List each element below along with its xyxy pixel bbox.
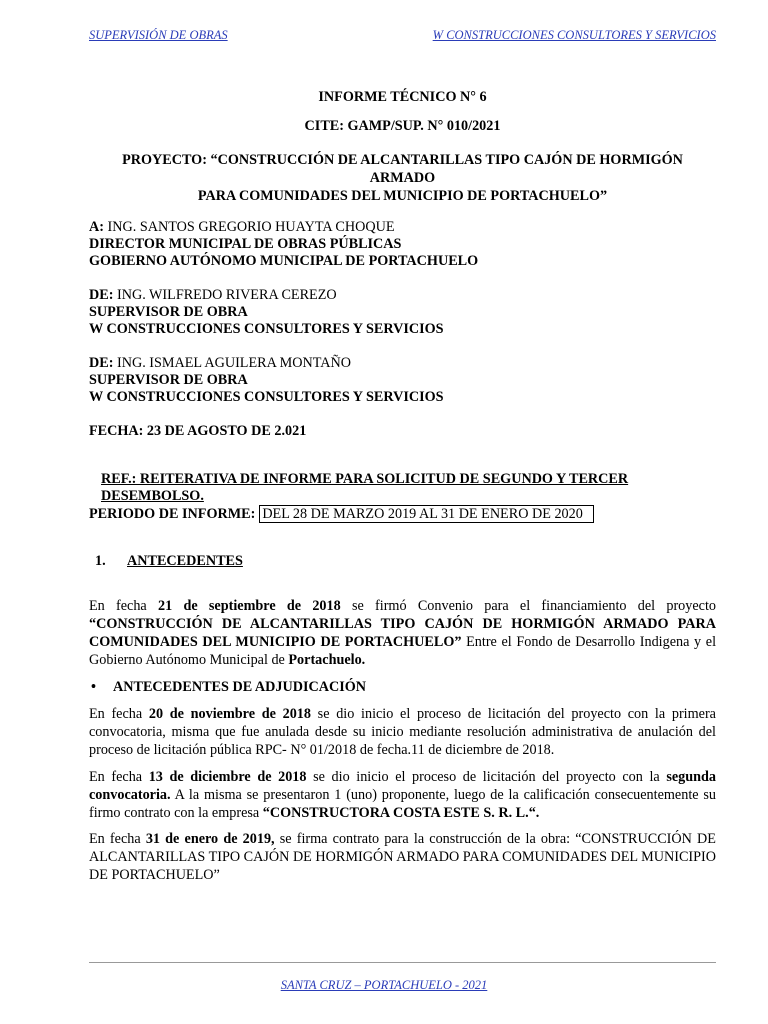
section-number: 1. bbox=[95, 553, 106, 569]
de2-label: DE: bbox=[89, 355, 114, 371]
a-line-2: DIRECTOR MUNICIPAL DE OBRAS PÚBLICAS bbox=[89, 236, 402, 252]
para2-text-2: se dio inicio el proceso de licitación del proyecto con la primera convocatoria, misma que fue anulada desde su inicio mediante resolución administrativa de anulación del proceso de licitación pública RPC- N° 01/2018 de fecha.11 de diciembre de 2018. bbox=[89, 706, 716, 758]
reference-line: REF.: REITERATIVA DE INFORME PARA SOLICITUD DE SEGUNDO Y TERCER DESEMBOLSO. bbox=[101, 471, 629, 504]
de1-label: DE: bbox=[89, 287, 114, 303]
period-line bbox=[89, 505, 716, 523]
report-title: INFORME TÉCNICO N° 6 bbox=[318, 89, 487, 105]
date-line: FECHA: 23 DE AGOSTO DE 2.021 bbox=[89, 423, 307, 439]
a-label: A: bbox=[89, 219, 104, 235]
addressee-block bbox=[89, 219, 716, 270]
para1-text-2: se firmó Convenio para el financiamiento del proyecto bbox=[340, 598, 717, 614]
para3-text-3: A la misma se presentaron 1 (uno) proponente, luego de la calificación consecuentemente su firmo contrato con la empresa bbox=[89, 787, 716, 821]
period-label: PERIODO DE INFORME: bbox=[89, 506, 256, 522]
project-title bbox=[89, 151, 716, 205]
para4-bold-date: 31 de enero de 2019, bbox=[145, 831, 275, 847]
period-value: DEL 28 DE MARZO 2019 AL 31 DE ENERO DE 2020 bbox=[259, 505, 594, 523]
header-right: W CONSTRUCCIONES CONSULTORES Y SERVICIOS bbox=[432, 28, 716, 42]
para3-text-2: se dio inicio el proceso de licitación del proyecto con la bbox=[306, 769, 667, 785]
para3-text-1: En fecha bbox=[89, 769, 149, 785]
section-heading bbox=[95, 553, 716, 570]
a-name: ING. SANTOS GREGORIO HUAYTA CHOQUE bbox=[103, 219, 395, 235]
footer-divider bbox=[89, 962, 716, 963]
header-left: SUPERVISIÓN DE OBRAS bbox=[89, 28, 228, 42]
paragraph-4 bbox=[89, 830, 716, 884]
project-line-1: PROYECTO: “CONSTRUCCIÓN DE ALCANTARILLAS TIPO CAJÓN DE HORMIGÓN ARMADO bbox=[122, 152, 683, 186]
project-line-2: PARA COMUNIDADES DEL MUNICIPIO DE PORTACHUELO” bbox=[197, 188, 608, 204]
para1-bold-project: “CONSTRUCCIÓN DE ALCANTARILLAS TIPO CAJÓN DE HORMIGÓN ARMADO PARA COMUNIDADES DEL MUNICIPIO DE PORTACHUELO” bbox=[89, 616, 716, 650]
page-footer: SANTA CRUZ – PORTACHUELO - 2021 bbox=[280, 978, 488, 992]
para1-text-1: En fecha bbox=[89, 598, 158, 614]
para4-text-1: En fecha bbox=[89, 831, 146, 847]
de2-name: ING. ISMAEL AGUILERA MONTAÑO bbox=[113, 355, 351, 371]
cite-line: CITE: GAMP/SUP. N° 010/2021 bbox=[304, 118, 501, 134]
para4-text-2: se firma contrato para la construcción de la obra: “CONSTRUCCIÓN DE ALCANTARILLAS TIPO CAJÓN DE HORMIGÓN ARMADO PARA COMUNIDADES DEL MUNICIPIO DE PORTACHUELO” bbox=[89, 831, 716, 883]
para2-bold-date: 20 de noviembre de 2018 bbox=[148, 706, 311, 722]
bullet-item bbox=[91, 679, 716, 696]
de1-name: ING. WILFREDO RIVERA CEREZO bbox=[113, 287, 337, 303]
para3-bold-convocatoria: segunda convocatoria. bbox=[89, 769, 716, 803]
de2-line-2: SUPERVISOR DE OBRA bbox=[89, 372, 248, 388]
bullet-text: ANTECEDENTES DE ADJUDICACIÓN bbox=[113, 679, 367, 695]
section-title: ANTECEDENTES bbox=[127, 553, 243, 569]
de1-line-2: SUPERVISOR DE OBRA bbox=[89, 304, 248, 320]
paragraph-2 bbox=[89, 705, 716, 759]
para2-text-1: En fecha bbox=[89, 706, 149, 722]
para1-bold-place: Portachuelo. bbox=[288, 652, 366, 668]
de2-line-3: W CONSTRUCCIONES CONSULTORES Y SERVICIOS bbox=[89, 389, 444, 405]
para1-text-3: Entre el Fondo de Desarrollo Indigena y el Gobierno Autónomo Municipal de bbox=[89, 634, 717, 668]
a-line-3: GOBIERNO AUTÓNOMO MUNICIPAL DE PORTACHUELO bbox=[89, 253, 479, 269]
page-header bbox=[89, 28, 716, 43]
sender-block-1 bbox=[89, 287, 716, 338]
para3-bold-company: “CONSTRUCTORA COSTA ESTE S. R. L.“. bbox=[262, 805, 540, 821]
paragraph-1 bbox=[89, 597, 716, 669]
para1-bold-date: 21 de septiembre de 2018 bbox=[158, 598, 341, 614]
paragraph-3 bbox=[89, 768, 716, 822]
de1-line-3: W CONSTRUCCIONES CONSULTORES Y SERVICIOS bbox=[89, 321, 444, 337]
sender-block-2 bbox=[89, 355, 716, 406]
bullet-symbol: • bbox=[91, 679, 96, 695]
para3-bold-date: 13 de diciembre de 2018 bbox=[148, 769, 307, 785]
